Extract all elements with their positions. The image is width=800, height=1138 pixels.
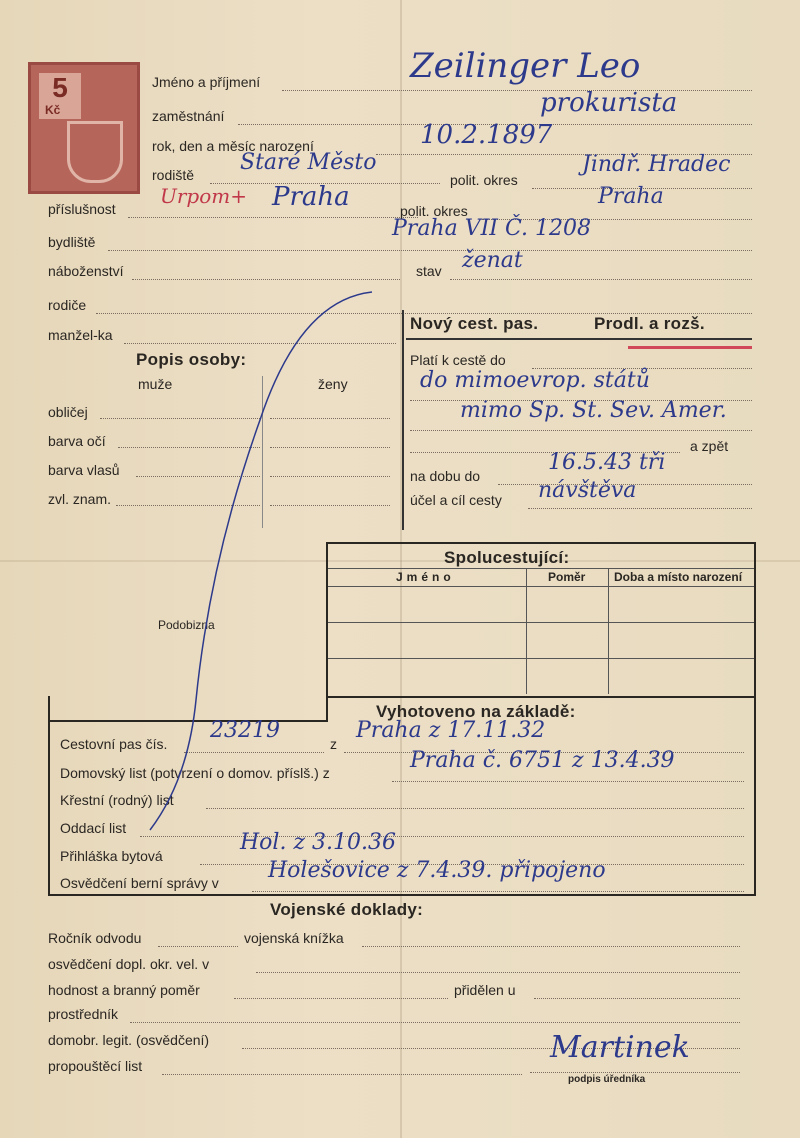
label-female: ženy	[318, 376, 348, 392]
label-spouse: manžel-ka	[48, 327, 113, 343]
label-male: muže	[138, 376, 173, 392]
label-intermediary: prostředník	[48, 1006, 119, 1022]
stamp-currency: Kč	[45, 103, 61, 117]
official-signature: Martinek	[550, 1030, 690, 1065]
label-registration: Přihláška bytová	[60, 848, 163, 864]
label-baptism: Křestní (rodný) list	[60, 792, 174, 808]
label-polit1: polit. okres	[450, 172, 518, 188]
label-occupation: zaměstnání	[152, 108, 225, 124]
label-face: obličej	[48, 404, 88, 420]
label-hair: barva vlasů	[48, 462, 120, 478]
value-name: Zeilinger Leo	[410, 46, 641, 86]
value-travel-pass-no: 23219	[210, 718, 280, 743]
value-citizenship-red: Urpom+	[160, 184, 247, 208]
heading-military: Vojenské doklady:	[270, 900, 424, 919]
value-valid-line1: do mimoevrop. států	[420, 368, 650, 393]
label-birthplace: rodiště	[152, 167, 195, 183]
col-name: Jméno	[396, 570, 455, 584]
heading-new-passport: Nový cest. pas.	[410, 314, 539, 333]
label-photo: Podobizna	[158, 618, 215, 632]
label-rank: hodnost a branný poměr	[48, 982, 200, 998]
value-occupation: prokurista	[540, 88, 678, 118]
stamp-value: 5	[39, 73, 81, 119]
value-citizenship: Praha	[272, 182, 350, 212]
label-religion: náboženství	[48, 263, 124, 279]
label-marks: zvl. znam.	[48, 491, 112, 507]
label-from: z	[330, 736, 337, 752]
heading-companions: Spolucestující:	[444, 548, 570, 567]
label-legion: domobr. legit. (osvědčení)	[48, 1032, 210, 1048]
label-purpose: účel a cíl cesty	[410, 492, 502, 508]
value-period: 16.5.43 tři	[548, 450, 666, 475]
value-home-list: Praha č. 6751 z 13.4.39	[410, 748, 675, 773]
label-residence: bydliště	[48, 234, 96, 250]
col-birth: Doba a místo narození	[614, 570, 743, 584]
value-status: ženat	[462, 248, 523, 273]
label-status: stav	[416, 263, 442, 279]
label-assigned: přidělen u	[454, 982, 516, 998]
value-birthplace: Staré Město	[240, 150, 377, 175]
value-purpose: návštěva	[538, 478, 637, 503]
value-polit1: Jindř. Hradec	[582, 152, 731, 177]
value-birth: 10.2.1897	[420, 120, 553, 150]
col-relation: Poměr	[548, 570, 586, 584]
label-and-back: a zpět	[690, 438, 729, 454]
label-polit2: polit. okres	[400, 203, 468, 219]
value-travel-pass-from: Praha z 17.11.32	[356, 718, 546, 743]
label-eyes: barva očí	[48, 433, 106, 449]
value-tax-cert: Holešovice z 7.4.39. připojeno	[268, 858, 606, 883]
value-valid-line2: mimo Sp. St. Sev. Amer.	[460, 398, 727, 423]
label-home-list: Domovský list (potvrzení o domov. příslš.) z	[60, 765, 330, 781]
label-official-sig: podpis úředníka	[568, 1074, 646, 1085]
label-marriage: Oddací list	[60, 820, 127, 836]
label-period: na dobu do	[410, 468, 481, 484]
label-discharge: propouštěcí list	[48, 1058, 143, 1074]
label-parents: rodiče	[48, 297, 87, 313]
label-military-book: vojenská knížka	[244, 930, 344, 946]
value-registration: Hol. z 3.10.36	[240, 830, 397, 855]
section-description: Popis osoby:	[136, 350, 247, 369]
label-birth: rok, den a měsíc narození	[152, 138, 314, 154]
label-travel-pass: Cestovní pas čís.	[60, 736, 168, 752]
heading-issued-basis: Vyhotoveno na základě:	[376, 702, 576, 721]
label-suppl-cert: osvědčení dopl. okr. vel. v	[48, 956, 210, 972]
label-name: Jméno a příjmení	[152, 74, 261, 90]
value-residence: Praha VII Č. 1208	[392, 216, 591, 241]
label-year-draft: Ročník odvodu	[48, 930, 142, 946]
label-tax-cert: Osvědčení berní správy v	[60, 875, 219, 891]
heading-extension: Prodl. a rozš.	[594, 314, 705, 333]
label-citizenship: příslušnost	[48, 201, 116, 217]
label-valid-for: Platí k cestě do	[410, 352, 506, 368]
value-polit2: Praha	[598, 184, 664, 209]
